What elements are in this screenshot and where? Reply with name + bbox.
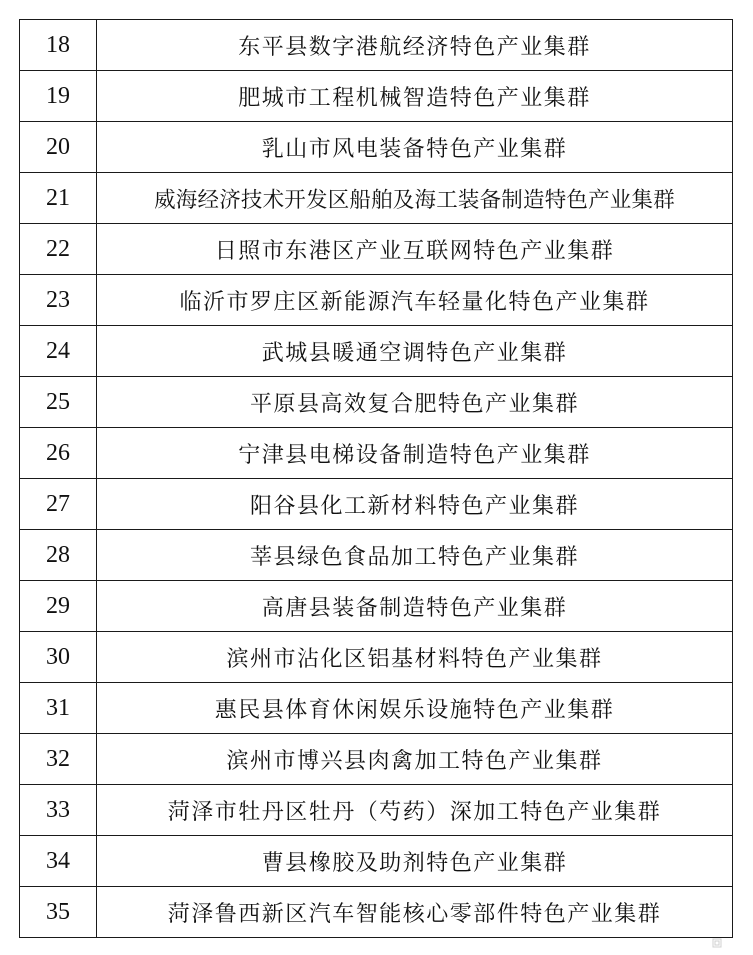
row-number: 24: [20, 326, 97, 377]
table-row: [20, 326, 733, 377]
row-number: 19: [20, 71, 97, 122]
cluster-name: 临沂市罗庄区新能源汽车轻量化特色产业集群: [97, 275, 733, 326]
table-row: [20, 122, 733, 173]
table-row: [20, 479, 733, 530]
row-number: 18: [20, 20, 97, 71]
table-row: [20, 785, 733, 836]
cluster-name: 威海经济技术开发区船舶及海工装备制造特色产业集群: [97, 173, 733, 224]
row-number: 23: [20, 275, 97, 326]
row-number: 21: [20, 173, 97, 224]
table-row: [20, 836, 733, 887]
row-number: 22: [20, 224, 97, 275]
cluster-name: 乳山市风电装备特色产业集群: [97, 122, 733, 173]
row-number: 31: [20, 683, 97, 734]
cluster-name: 宁津县电梯设备制造特色产业集群: [97, 428, 733, 479]
row-number: 32: [20, 734, 97, 785]
table-row: [20, 377, 733, 428]
row-number: 28: [20, 530, 97, 581]
table-row: [20, 683, 733, 734]
cluster-name: 肥城市工程机械智造特色产业集群: [97, 71, 733, 122]
cluster-name: 东平县数字港航经济特色产业集群: [97, 20, 733, 71]
table-body: [20, 20, 733, 938]
cluster-name: 菏泽鲁西新区汽车智能核心零部件特色产业集群: [97, 887, 733, 938]
cluster-name: 惠民县体育休闲娱乐设施特色产业集群: [97, 683, 733, 734]
table-row: [20, 173, 733, 224]
row-number: 34: [20, 836, 97, 887]
row-number: 20: [20, 122, 97, 173]
table-row: [20, 20, 733, 71]
small-watermark-icon: [711, 937, 723, 949]
row-number: 33: [20, 785, 97, 836]
cluster-name: 高唐县装备制造特色产业集群: [97, 581, 733, 632]
table-row: [20, 275, 733, 326]
cluster-name: 阳谷县化工新材料特色产业集群: [97, 479, 733, 530]
cluster-name: 武城县暖通空调特色产业集群: [97, 326, 733, 377]
table-row: [20, 581, 733, 632]
cluster-name: 滨州市沾化区铝基材料特色产业集群: [97, 632, 733, 683]
table-row: [20, 734, 733, 785]
cluster-name: 莘县绿色食品加工特色产业集群: [97, 530, 733, 581]
row-number: 29: [20, 581, 97, 632]
row-number: 26: [20, 428, 97, 479]
row-number: 27: [20, 479, 97, 530]
cluster-name: 滨州市博兴县肉禽加工特色产业集群: [97, 734, 733, 785]
table-row: [20, 632, 733, 683]
industry-cluster-table: [19, 19, 733, 938]
cluster-name: 平原县高效复合肥特色产业集群: [97, 377, 733, 428]
cluster-name: 菏泽市牡丹区牡丹（芍药）深加工特色产业集群: [97, 785, 733, 836]
row-number: 35: [20, 887, 97, 938]
table-row: [20, 428, 733, 479]
cluster-name: 曹县橡胶及助剂特色产业集群: [97, 836, 733, 887]
table-row: [20, 887, 733, 938]
cluster-name: 日照市东港区产业互联网特色产业集群: [97, 224, 733, 275]
row-number: 25: [20, 377, 97, 428]
table-row: [20, 530, 733, 581]
row-number: 30: [20, 632, 97, 683]
table-row: [20, 71, 733, 122]
table-row: [20, 224, 733, 275]
